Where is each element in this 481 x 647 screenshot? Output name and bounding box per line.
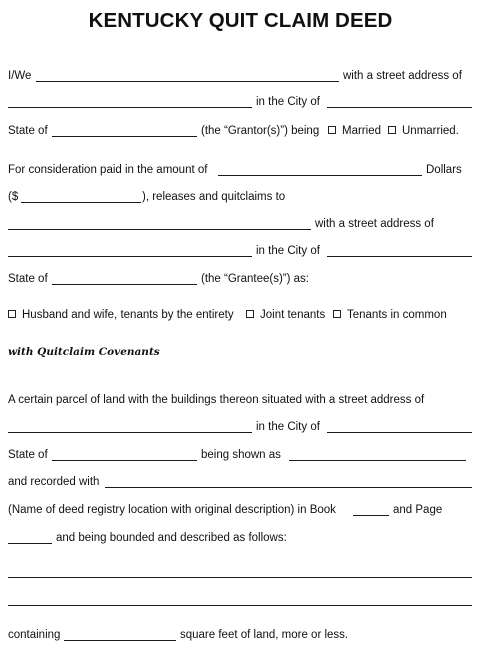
parcel-intro: A certain parcel of land with the buildings thereon situated with a street address of [8, 394, 425, 406]
grantee-name-field[interactable] [8, 229, 311, 230]
parcel-city-label: in the City of [256, 421, 320, 433]
shown-as-field[interactable] [289, 460, 466, 461]
grantor-street-label: with a street address of [343, 70, 462, 82]
dollars-label: Dollars [426, 164, 462, 176]
grantee-label: (the “Grantee(s)”) as: [201, 273, 309, 285]
grantor-name-field[interactable] [36, 81, 339, 82]
parcel-street-field[interactable] [8, 432, 252, 433]
parcel-state-label: State of [8, 449, 48, 461]
grantee-city-field[interactable] [327, 256, 472, 257]
containing-label: containing [8, 629, 61, 641]
unmarried-label: Unmarried. [402, 125, 459, 137]
married-label: Married [342, 125, 381, 137]
grantor-state-field[interactable] [52, 136, 197, 137]
grantor-street-field[interactable] [8, 107, 252, 108]
page-label: and Page [393, 504, 443, 516]
grantee-city-label: in the City of [256, 245, 320, 257]
husband-wife-checkbox[interactable] [8, 310, 16, 318]
document-title: KENTUCKY QUIT CLAIM DEED [88, 9, 393, 32]
parcel-city-field[interactable] [327, 432, 472, 433]
grantor-state-label: State of [8, 125, 48, 137]
releases-label: ), releases and quitclaims to [142, 191, 286, 203]
grantor-label: (the “Grantor(s)”) being [201, 125, 320, 137]
joint-tenants-checkbox[interactable] [246, 310, 254, 318]
book-field[interactable] [353, 515, 389, 516]
grantor-city-field[interactable] [327, 107, 472, 108]
page-field[interactable] [8, 543, 52, 544]
joint-tenants-label: Joint tenants [260, 309, 326, 321]
square-feet-field[interactable] [64, 640, 176, 641]
open-dollar-label: ($ [8, 191, 19, 203]
recorded-with-label: and recorded with [8, 476, 100, 488]
shown-as-label: being shown as [201, 449, 281, 461]
consideration-label: For consideration paid in the amount of [8, 164, 208, 176]
bounded-label: and being bounded and described as follows: [56, 532, 287, 544]
grantee-street-field[interactable] [8, 256, 252, 257]
registry-label: (Name of deed registry location with original description) in Book [8, 504, 336, 516]
grantor-city-label: in the City of [256, 96, 320, 108]
grantee-street-label: with a street address of [315, 218, 434, 230]
grantee-state-label: State of [8, 273, 48, 285]
covenants-heading: with Quitclaim Covenants [8, 346, 160, 358]
description-line-1[interactable] [8, 577, 472, 578]
description-line-2[interactable] [8, 605, 472, 606]
tenants-common-label: Tenants in common [347, 309, 447, 321]
tenants-common-checkbox[interactable] [333, 310, 341, 318]
square-feet-label: square feet of land, more or less. [180, 629, 349, 641]
grantee-state-field[interactable] [52, 284, 197, 285]
consideration-amount-field[interactable] [21, 202, 141, 203]
recorded-with-field[interactable] [105, 487, 472, 488]
iwe-label: I/We [8, 70, 32, 82]
unmarried-checkbox[interactable] [388, 126, 396, 134]
parcel-state-field[interactable] [52, 460, 197, 461]
husband-wife-label: Husband and wife, tenants by the entirety [22, 309, 234, 321]
consideration-words-field[interactable] [218, 175, 422, 176]
married-checkbox[interactable] [328, 126, 336, 134]
